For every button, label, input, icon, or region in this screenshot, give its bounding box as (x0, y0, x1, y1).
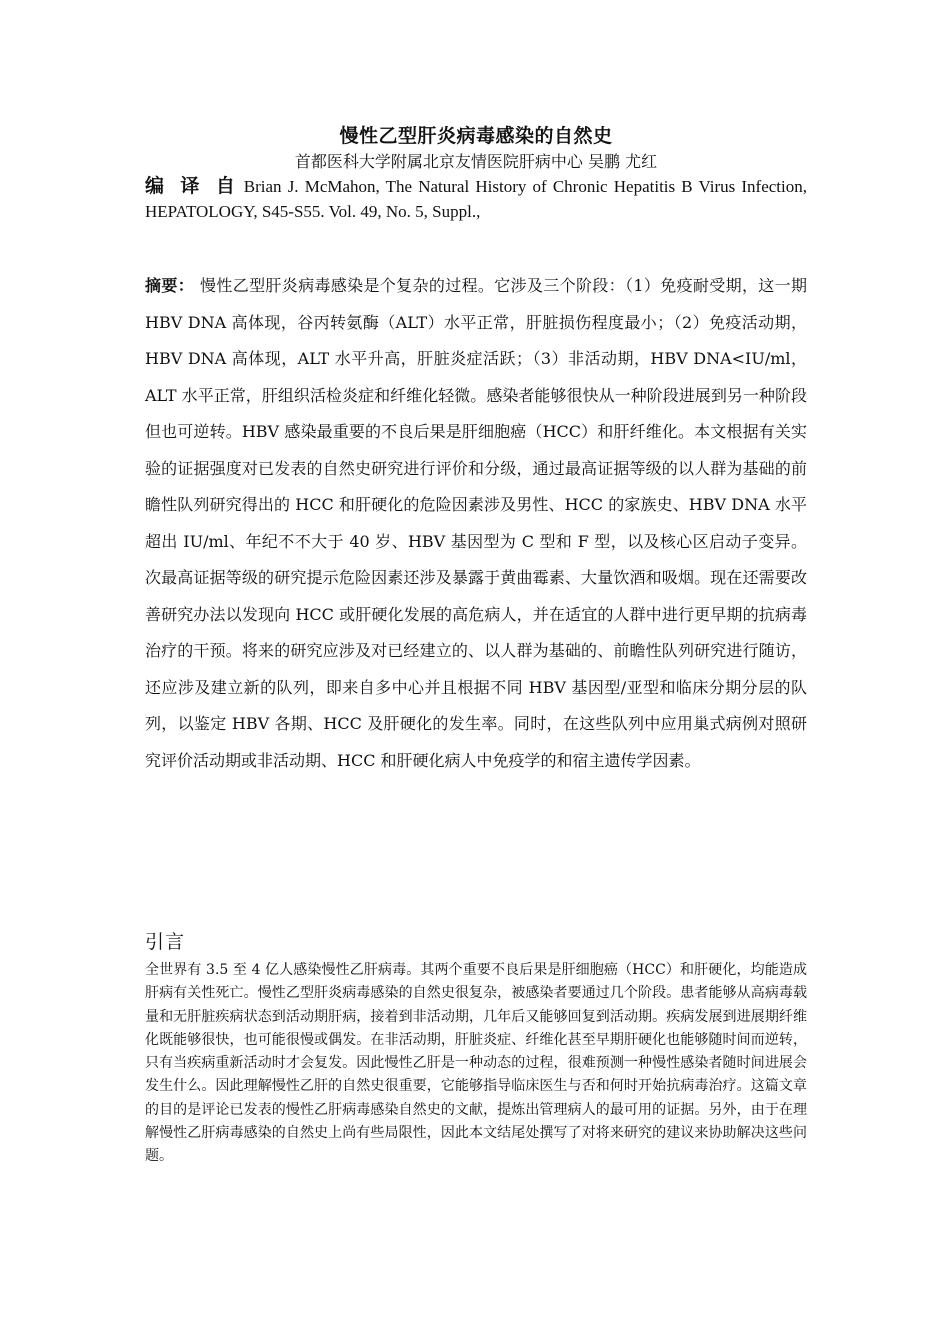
source-text: Brian J. McMahon, The Natural History of Chronic Hepatitis B Virus Infection, HEPATOLOGY, S45-S55. Vol. 49, No. 5, Suppl., (145, 177, 807, 221)
abstract-text: 慢性乙型肝炎病毒感染是个复杂的过程。它涉及三个阶段：（1）免疫耐受期，这一期 HBV DNA 高体现，谷丙转氨酶（ALT）水平正常，肝脏损伤程度最小；（2）免疫活动期，HBV DNA 高体现，ALT 水平升高，肝脏炎症活跃；（3）非活动期，HBV DNA<IU/ml，ALT 水平正常，肝组织活检炎症和纤维化轻微。感染者能够很快从一种阶段进展到另一种阶段但也可逆转。HBV 感染最重要的不良后果是肝细胞癌（HCC）和肝纤维化。本文根据有关实验的证据强度对已发表的自然史研究进行评价和分级，通过最高证据等级的以人群为基础的前瞻性队列研究得出的 HCC 和肝硬化的危险因素涉及男性、HCC 的家族史、HBV DNA 水平超出 IU/ml、年纪不不大于 40 岁、HBV 基因型为 C 型和 F 型，以及核心区启动子变异。次最高证据等级的研究提示危险因素还涉及暴露于黄曲霉素、大量饮酒和吸烟。现在还需要改善研究办法以发现向 HCC 或肝硬化发展的高危病人，并在适宜的人群中进行更早期的抗病毒治疗的干预。将来的研究应涉及对已经建立的、以人群为基础的、前瞻性队列研究进行随访，还应涉及建立新的队列，即来自多中心并且根据不同 HBV 基因型/亚型和临床分期分层的队列，以鉴定 HBV 各期、HCC 及肝硬化的发生率。同时，在这些队列中应用巢式病例对照研究评价活动期或非活动期、HCC 和肝硬化病人中免疫学的和宿主遗传学因素。 (145, 276, 807, 770)
author-affiliation: 首都医科大学附属北京友情医院肝病中心 吴鹏 尤红 (294, 152, 658, 171)
introduction-heading: 引言 (145, 931, 186, 953)
source-label: 编 译 自 (145, 175, 240, 197)
abstract-label: 摘要： (145, 276, 195, 295)
document-title: 慢性乙型肝炎病毒感染的自然史 (339, 125, 613, 147)
introduction-text: 全世界有 3.5 至 4 亿人感染慢性乙肝病毒。其两个重要不良后果是肝细胞癌（HCC）和肝硬化，均能造成肝病有关性死亡。慢性乙型肝炎病毒感染的自然史很复杂，被感染者要通过几个阶段。患者能够从高病毒载量和无肝脏疾病状态到活动期肝病，接着到非活动期，几年后又能够回复到活动期。疾病发展到进展期纤维化既能够很快，也可能很慢或偶发。在非活动期，肝脏炎症、纤维化甚至早期肝硬化也能够随时间而逆转，只有当疾病重新活动时才会复发。因此慢性乙肝是一种动态的过程，很难预测一种慢性感染者随时间进展会发生什么。因此理解慢性乙肝的自然史很重要，它能够指导临床医生与否和何时开始抗病毒治疗。这篇文章的目的是评论已发表的慢性乙肝病毒感染自然史的文献，提炼出管理病人的最可用的证据。另外，由于在理解慢性乙肝病毒感染的自然史上尚有些局限性，因此本文结尾处撰写了对将来研究的建议来协助解决这些问题。 (145, 962, 807, 1165)
abstract-section (145, 268, 807, 779)
source-citation (145, 174, 807, 224)
